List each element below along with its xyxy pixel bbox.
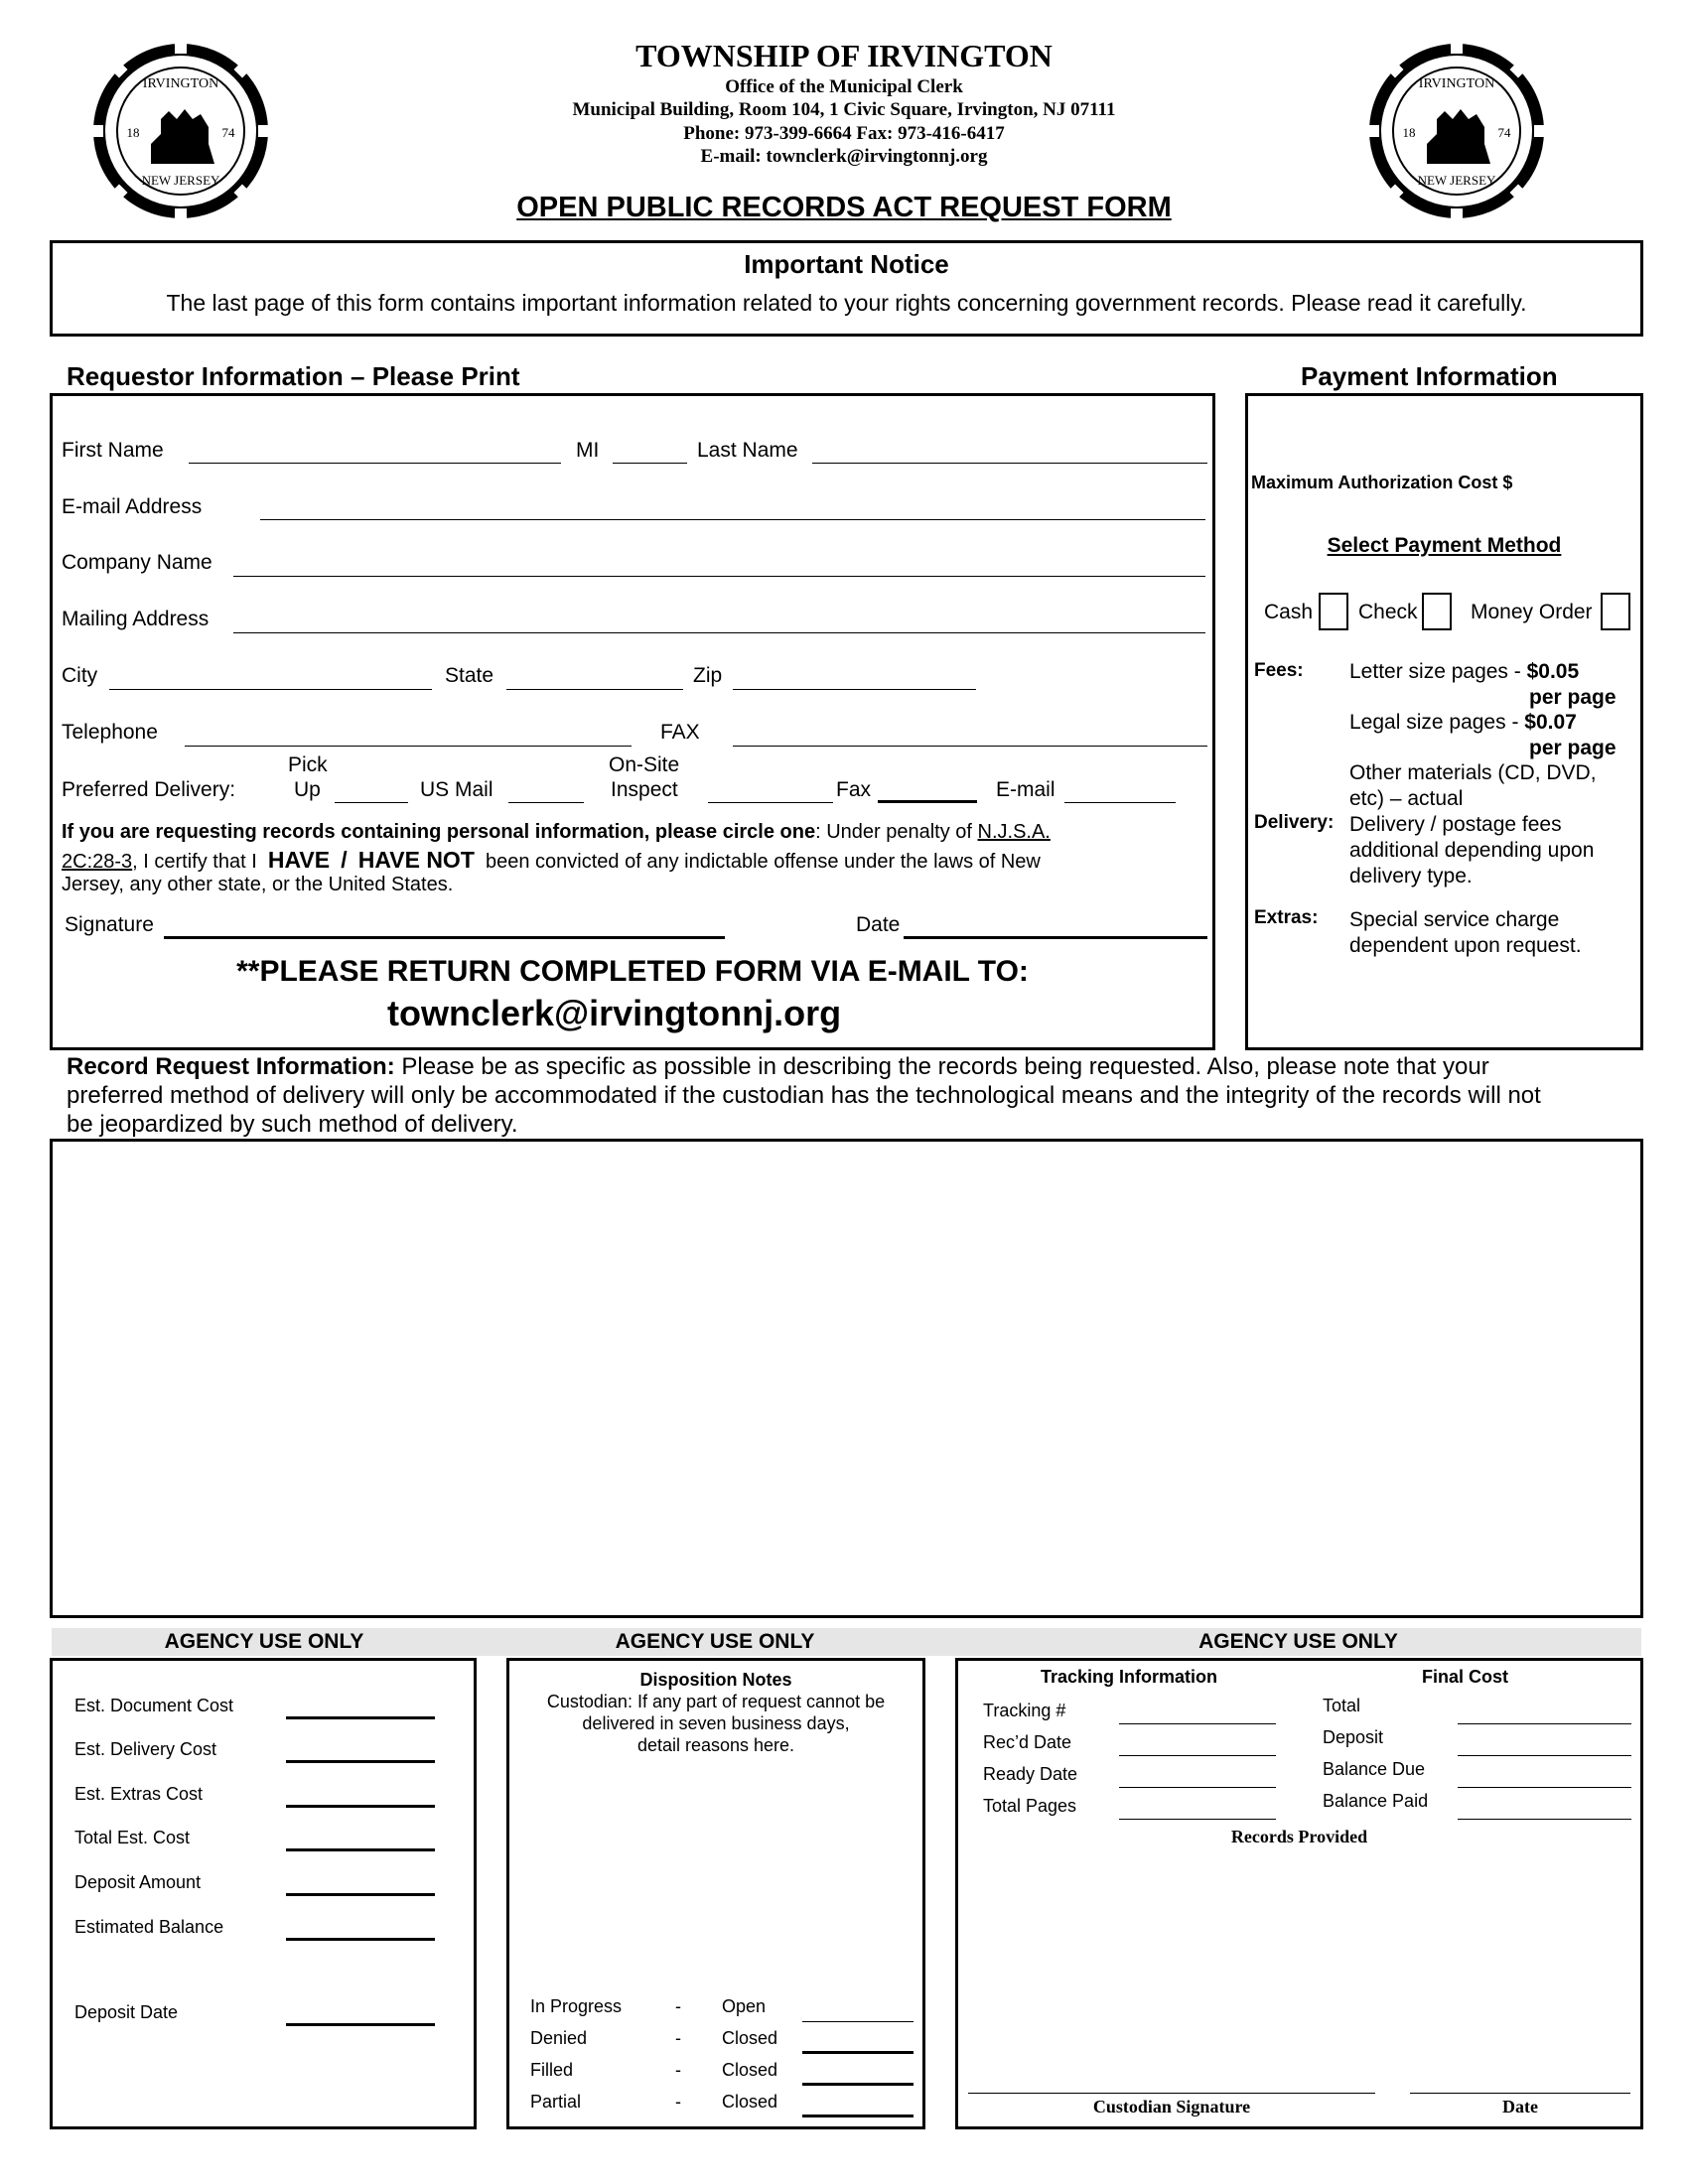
- deposit-amount-label: Deposit Amount: [74, 1872, 202, 1892]
- est-document-cost-label: Est. Document Cost: [74, 1696, 234, 1715]
- tracking-number-label: Tracking #: [983, 1701, 1066, 1720]
- record-request-textarea[interactable]: [50, 1139, 1643, 1618]
- records-provided-label: Records Provided: [1230, 1827, 1368, 1846]
- final-total-field[interactable]: [1458, 1723, 1631, 1724]
- telephone-field[interactable]: [185, 746, 632, 747]
- est-document-cost-field[interactable]: [286, 1716, 435, 1719]
- delivery-line2: additional depending upon: [1349, 839, 1595, 862]
- company-field[interactable]: [233, 576, 1205, 577]
- email-option-label: E-mail: [996, 778, 1055, 801]
- seal-year-right-text: 74: [1497, 125, 1511, 140]
- custodian-date-label: Date: [1502, 2097, 1538, 2116]
- njsa-citation: N.J.S.A.: [977, 821, 1051, 843]
- notice-text: The last page of this form contains important information related to your rights concerning government records. Please read it carefully.: [166, 290, 1527, 316]
- mi-label: MI: [576, 439, 600, 462]
- balance-due-field[interactable]: [1458, 1787, 1631, 1788]
- first-name-label: First Name: [62, 439, 164, 462]
- seal-year-right-text: 74: [221, 125, 235, 140]
- seal-name-text: IRVINGTON: [142, 76, 219, 91]
- deposit-date-field[interactable]: [286, 2023, 435, 2026]
- have-not-option[interactable]: HAVE NOT: [357, 847, 475, 873]
- total-pages-label: Total Pages: [983, 1796, 1077, 1816]
- certify-text: , I certify that I: [132, 851, 257, 873]
- status-dash: -: [675, 1996, 681, 2016]
- last-name-field[interactable]: [812, 463, 1207, 464]
- township-title: TOWNSHIP OF IRVINGTON: [635, 38, 1053, 73]
- tracking-number-field[interactable]: [1119, 1723, 1276, 1724]
- record-request-instructions: [67, 1052, 1541, 1139]
- status-dash: -: [675, 2028, 681, 2048]
- personal-info-penalty: : Under penalty of: [815, 821, 978, 843]
- letter-per-page: per page: [1529, 686, 1617, 709]
- mi-field[interactable]: [613, 463, 687, 464]
- record-request-text1: Please be as specific as possible in describing the records being requested. Also, please note that your: [394, 1053, 1489, 1080]
- extras-line2: dependent upon request.: [1349, 934, 1582, 957]
- telephone-label: Telephone: [62, 721, 158, 744]
- letter-size-price: $0.05: [1526, 660, 1580, 683]
- partial-field[interactable]: [802, 2115, 914, 2117]
- max-cost-label: Maximum Authorization Cost $: [1251, 473, 1513, 492]
- legal-size-price: $0.07: [1524, 711, 1577, 734]
- option-separator: /: [341, 847, 348, 873]
- estimated-balance-field[interactable]: [286, 1938, 435, 1941]
- total-est-cost-field[interactable]: [286, 1848, 435, 1851]
- fax-option-label: Fax: [836, 778, 872, 801]
- extras-line1: Special service charge: [1349, 908, 1560, 931]
- status-closed: Closed: [722, 2092, 778, 2112]
- est-extras-cost-label: Est. Extras Cost: [74, 1784, 204, 1804]
- record-request-heading: Record Request Information:: [67, 1053, 395, 1080]
- select-payment-heading: Select Payment Method: [1327, 534, 1562, 557]
- delivery-label: Delivery:: [1254, 812, 1335, 833]
- legal-size-text: Legal size pages -: [1349, 711, 1525, 734]
- status-partial: Partial: [530, 2092, 582, 2112]
- money-order-checkbox[interactable]: [1601, 593, 1630, 630]
- letter-size-fee: [1349, 659, 1579, 685]
- check-checkbox[interactable]: [1422, 593, 1452, 630]
- status-filled: Filled: [530, 2060, 574, 2080]
- agency-title-tracking: AGENCY USE ONLY: [1198, 1630, 1398, 1653]
- status-denied: Denied: [530, 2028, 588, 2048]
- final-total-label: Total: [1323, 1696, 1361, 1715]
- deposit-amount-field[interactable]: [286, 1893, 435, 1896]
- disposition-text3: detail reasons here.: [636, 1735, 795, 1755]
- conviction-text: been convicted of any indictable offense under the laws of New: [486, 851, 1041, 873]
- notice-title: Important Notice: [744, 249, 949, 279]
- total-pages-field[interactable]: [1119, 1819, 1276, 1820]
- inspect-label: Inspect: [611, 778, 678, 801]
- disposition-text1: Custodian: If any part of request cannot be: [546, 1692, 886, 1711]
- company-label: Company Name: [62, 551, 212, 574]
- status-open: Open: [722, 1996, 767, 2016]
- record-request-line1: [67, 1052, 1541, 1081]
- last-name-label: Last Name: [697, 439, 798, 462]
- township-seal-right: [1365, 40, 1549, 223]
- office-phone: Phone: 973-399-6664 Fax: 973-416-6417: [683, 123, 1005, 144]
- final-cost-title: Final Cost: [1422, 1667, 1509, 1687]
- signature-field[interactable]: [164, 936, 725, 939]
- pickup-label: Up: [294, 778, 321, 801]
- payment-heading: Payment Information: [1301, 361, 1558, 391]
- onsite-inspect-option[interactable]: [708, 802, 833, 803]
- email-label: E-mail Address: [62, 495, 203, 518]
- return-instruction: **PLEASE RETURN COMPLETED FORM VIA E-MAIL TO:: [236, 955, 1029, 988]
- seal-state-text: NEW JERSEY: [1417, 173, 1496, 188]
- balance-due-label: Balance Due: [1323, 1759, 1426, 1779]
- delivery-line1: Delivery / postage fees: [1349, 813, 1562, 836]
- deposit-date-label: Deposit Date: [74, 2002, 179, 2022]
- est-delivery-cost-label: Est. Delivery Cost: [74, 1739, 217, 1759]
- status-dash: -: [675, 2060, 681, 2080]
- njsa-section: 2C:28-3: [62, 851, 133, 873]
- have-option[interactable]: HAVE: [267, 847, 331, 873]
- delivery-line3: delivery type.: [1349, 865, 1473, 887]
- office-email: E-mail: townclerk@irvingtonnj.org: [700, 146, 988, 167]
- mailing-field[interactable]: [233, 632, 1205, 633]
- disposition-title: Disposition Notes: [639, 1670, 792, 1690]
- recd-date-label: Rec’d Date: [983, 1732, 1072, 1752]
- status-in-progress: In Progress: [530, 1996, 623, 2016]
- agency-title-costs: AGENCY USE ONLY: [164, 1630, 364, 1653]
- seal-year-left-text: 18: [1402, 125, 1416, 140]
- ready-date-label: Ready Date: [983, 1764, 1078, 1784]
- seal-name-text: IRVINGTON: [1418, 76, 1495, 91]
- email-field[interactable]: [260, 519, 1205, 520]
- legal-size-fee: [1349, 710, 1577, 736]
- preferred-delivery-label: Preferred Delivery:: [62, 778, 236, 801]
- email-option[interactable]: [1064, 802, 1176, 803]
- township-seal-left: [89, 40, 273, 223]
- signature-label: Signature: [65, 913, 154, 936]
- mailing-label: Mailing Address: [62, 608, 210, 630]
- fax-option[interactable]: [878, 800, 977, 803]
- cash-label: Cash: [1264, 601, 1314, 623]
- tracking-title: Tracking Information: [1041, 1667, 1218, 1687]
- personal-info-line2: [62, 847, 1041, 874]
- custodian-date-field[interactable]: [1410, 2093, 1630, 2094]
- money-order-label: Money Order: [1471, 601, 1593, 623]
- custodian-signature-label: Custodian Signature: [1092, 2097, 1251, 2116]
- filled-field[interactable]: [802, 2083, 914, 2086]
- estimated-balance-label: Estimated Balance: [74, 1917, 224, 1937]
- record-request-line2: preferred method of delivery will only be accommodated if the custodian has the technological means and the integrity of the records will not: [67, 1082, 1541, 1109]
- office-name: Office of the Municipal Clerk: [725, 76, 963, 97]
- us-mail-option[interactable]: [508, 802, 584, 803]
- ready-date-field[interactable]: [1119, 1787, 1276, 1788]
- agency-title-disposition: AGENCY USE ONLY: [615, 1630, 815, 1653]
- balance-paid-label: Balance Paid: [1323, 1791, 1429, 1811]
- fees-label: Fees:: [1254, 660, 1304, 681]
- est-delivery-cost-field[interactable]: [286, 1760, 435, 1763]
- disposition-text2: delivered in seven business days,: [582, 1713, 850, 1733]
- pick-label: Pick: [288, 753, 328, 776]
- check-label: Check: [1358, 601, 1418, 623]
- onsite-label: On-Site: [609, 753, 680, 776]
- form-title: OPEN PUBLIC RECORDS ACT REQUEST FORM: [516, 192, 1172, 223]
- status-dash: -: [675, 2092, 681, 2112]
- extras-label: Extras:: [1254, 907, 1319, 928]
- personal-info-instruction: If you are requesting records containing personal information, please circle one: [62, 821, 816, 843]
- final-deposit-label: Deposit: [1323, 1727, 1384, 1747]
- status-closed: Closed: [722, 2028, 778, 2048]
- requestor-box: [50, 393, 1215, 1050]
- date-label: Date: [856, 913, 901, 936]
- personal-info-line3: Jersey, any other state, or the United States.: [62, 874, 454, 895]
- in-progress-field[interactable]: [802, 2021, 914, 2022]
- other-materials-line1: Other materials (CD, DVD,: [1349, 761, 1597, 784]
- state-field[interactable]: [506, 689, 683, 690]
- total-est-cost-label: Total Est. Cost: [74, 1828, 191, 1847]
- us-mail-label: US Mail: [420, 778, 493, 801]
- state-label: State: [445, 664, 494, 687]
- requestor-heading: Requestor Information – Please Print: [67, 361, 520, 391]
- city-field[interactable]: [109, 689, 432, 690]
- city-label: City: [62, 664, 98, 687]
- letter-size-text: Letter size pages -: [1349, 660, 1527, 683]
- other-materials-line2: etc) – actual: [1349, 787, 1464, 810]
- personal-info-line1: [62, 821, 1051, 844]
- est-extras-cost-field[interactable]: [286, 1805, 435, 1808]
- office-address: Municipal Building, Room 104, 1 Civic Square, Irvington, NJ 07111: [572, 99, 1116, 120]
- denied-field[interactable]: [802, 2051, 914, 2054]
- date-field[interactable]: [904, 936, 1207, 939]
- cash-checkbox[interactable]: [1319, 593, 1348, 630]
- first-name-field[interactable]: [189, 463, 561, 464]
- pickup-option[interactable]: [335, 802, 408, 803]
- recd-date-field[interactable]: [1119, 1755, 1276, 1756]
- status-closed: Closed: [722, 2060, 778, 2080]
- fax-field[interactable]: [733, 746, 1207, 747]
- zip-label: Zip: [693, 664, 723, 687]
- zip-field[interactable]: [733, 689, 976, 690]
- seal-state-text: NEW JERSEY: [141, 173, 220, 188]
- custodian-signature-field[interactable]: [968, 2093, 1375, 2094]
- balance-paid-field[interactable]: [1458, 1819, 1631, 1820]
- agency-tracking-box: [955, 1658, 1643, 2129]
- final-deposit-field[interactable]: [1458, 1755, 1631, 1756]
- fax-label: FAX: [660, 721, 700, 744]
- return-email[interactable]: townclerk@irvingtonnj.org: [387, 993, 842, 1033]
- seal-year-left-text: 18: [126, 125, 140, 140]
- important-notice-box: [50, 240, 1643, 337]
- legal-per-page: per page: [1529, 737, 1617, 759]
- record-request-line3: be jeopardized by such method of delivery.: [67, 1111, 518, 1138]
